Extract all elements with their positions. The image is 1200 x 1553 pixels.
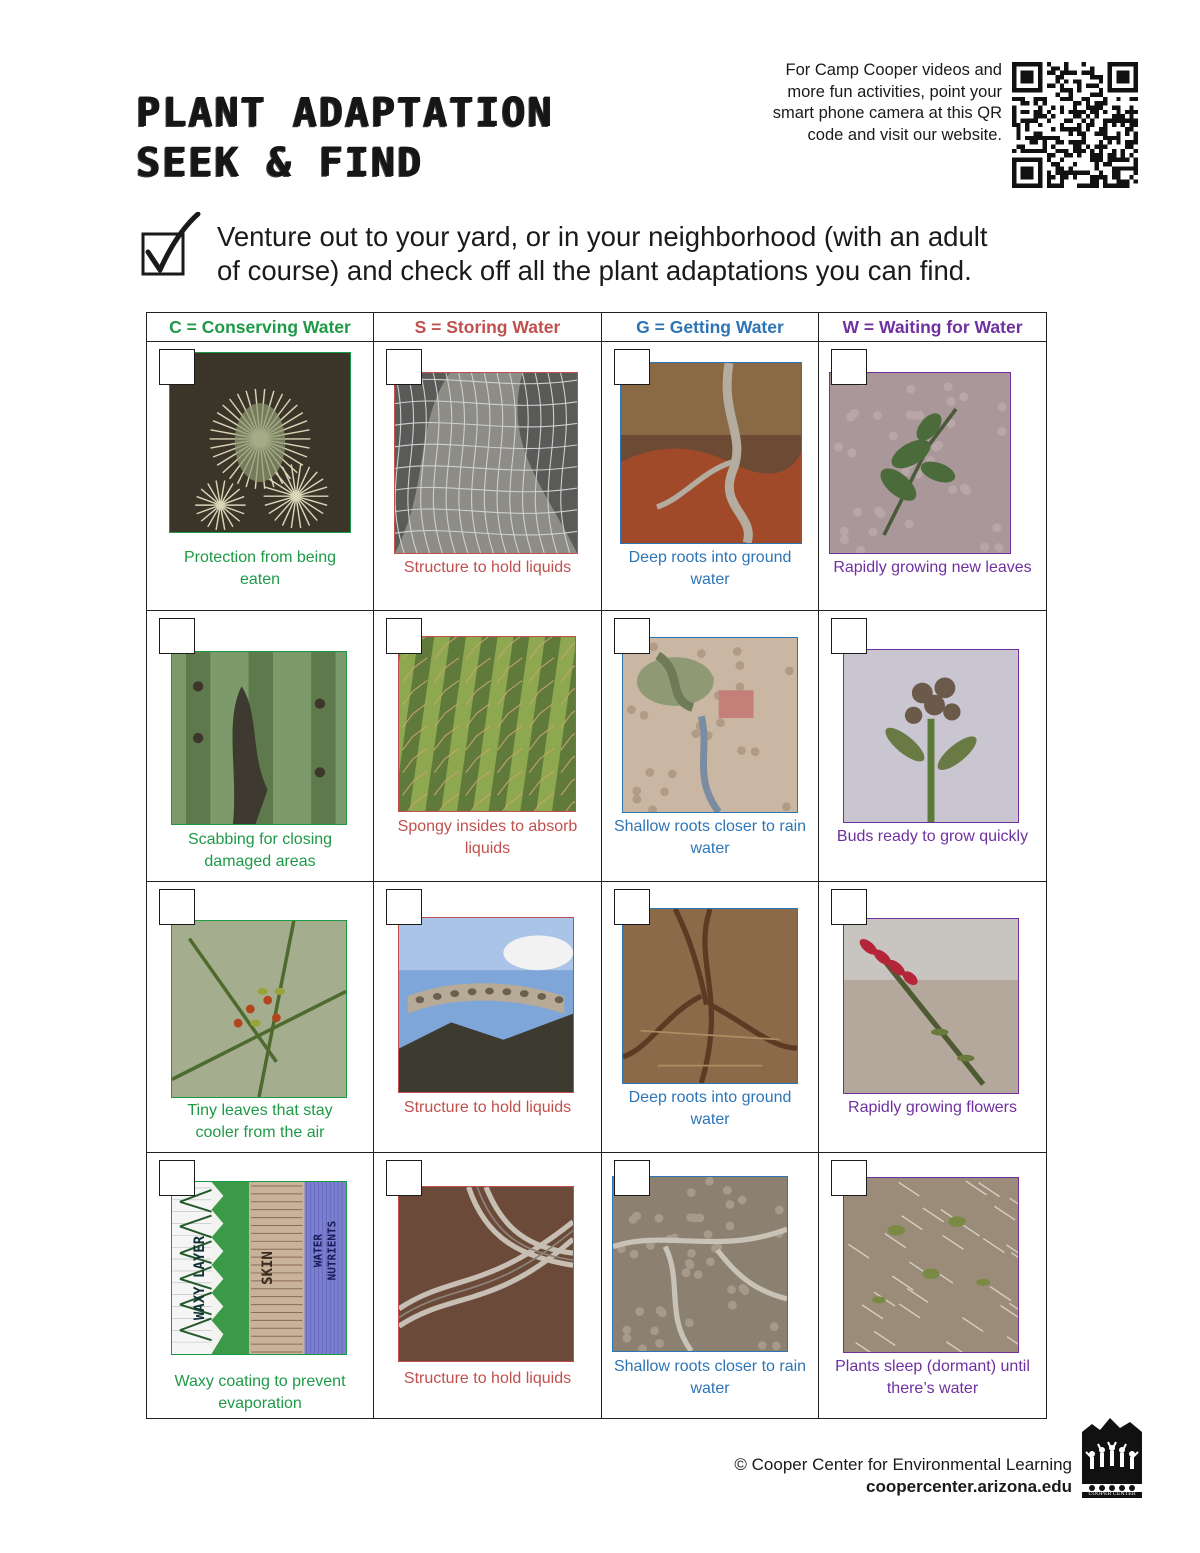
- adaptation-checkbox[interactable]: [386, 1160, 422, 1196]
- adaptation-cell: [819, 611, 1046, 881]
- caption-line: damaged areas: [204, 853, 316, 870]
- column-header-storing: S = Storing Water: [414, 317, 561, 337]
- caption-line: Structure to hold liquids: [403, 1099, 572, 1116]
- adaptation-cell: [819, 342, 1046, 610]
- adaptation-photo: [394, 372, 578, 554]
- adaptation-checkbox[interactable]: [386, 889, 422, 925]
- qr-instructions-line: For Camp Cooper videos and: [785, 61, 1002, 79]
- adaptation-photo: [843, 649, 1019, 823]
- adaptation-caption: [149, 1371, 371, 1415]
- adaptation-checkbox[interactable]: [614, 349, 650, 385]
- adaptation-caption: [149, 1100, 371, 1144]
- adaptation-photo: [171, 920, 347, 1098]
- logo-text: COOPER CENTER: [1088, 1491, 1136, 1497]
- adaptation-caption: [376, 557, 599, 579]
- diagram-label-nutrients: NUTRIENTS: [325, 1220, 339, 1281]
- adaptation-checkbox[interactable]: [614, 889, 650, 925]
- adaptation-photo: [612, 1176, 788, 1352]
- adaptation-cell: [602, 882, 818, 1152]
- copyright-text: © Cooper Center for Environmental Learning: [734, 1455, 1072, 1474]
- caption-line: Plants sleep (dormant) until: [835, 1358, 1030, 1375]
- adaptation-caption: [376, 816, 599, 860]
- adaptation-checkbox[interactable]: [831, 618, 867, 654]
- adaptation-checkbox[interactable]: [831, 1160, 867, 1196]
- column-header-conserving: C = Conserving Water: [169, 317, 351, 337]
- page-title: [136, 88, 553, 188]
- website-link[interactable]: coopercenter.arizona.edu: [866, 1477, 1072, 1496]
- intro-line-2: of course) and check off all the plant adaptations you can find.: [217, 255, 972, 286]
- adaptation-cell: [374, 1153, 601, 1419]
- adaptation-cell: [819, 1153, 1046, 1419]
- adaptation-checkbox[interactable]: [831, 889, 867, 925]
- adaptation-caption: [376, 1368, 599, 1390]
- adaptation-checkbox[interactable]: [614, 1160, 650, 1196]
- adaptation-caption: [376, 1097, 599, 1119]
- adaptation-caption: [604, 816, 816, 860]
- title-line-1: PLANT ADAPTATION: [136, 90, 554, 136]
- caption-line: Buds ready to grow quickly: [836, 828, 1029, 845]
- caption-line: water: [690, 571, 730, 588]
- qr-instructions-line: code and visit our website.: [807, 125, 1002, 144]
- adaptation-caption: [821, 557, 1044, 579]
- adaptation-photo: [843, 918, 1019, 1094]
- adaptation-photo: [398, 1186, 574, 1362]
- caption-line: Scabbing for closing: [187, 831, 333, 848]
- caption-line: Deep roots into ground: [628, 1089, 792, 1106]
- caption-line: water: [690, 1380, 730, 1397]
- adaptation-caption: [604, 1356, 816, 1400]
- adaptation-caption: [604, 547, 816, 591]
- adaptation-cell: [147, 611, 373, 881]
- adaptation-cell: [147, 342, 373, 610]
- caption-line: Structure to hold liquids: [403, 1370, 572, 1387]
- adaptation-checkbox[interactable]: [386, 349, 422, 385]
- adaptation-cell: [602, 611, 818, 881]
- adaptation-cell: [374, 611, 601, 881]
- diagram-label-waxy: WAXY LAYER: [192, 1235, 208, 1321]
- adaptation-cell: [147, 1153, 373, 1419]
- adaptation-photo: [398, 917, 574, 1093]
- adaptation-cell: [602, 1153, 818, 1419]
- caption-line: Rapidly growing flowers: [848, 1099, 1017, 1116]
- qr-instructions: [720, 60, 1002, 146]
- diagram-label-skin: SKIN: [260, 1251, 276, 1285]
- caption-line: liquids: [464, 840, 511, 857]
- adaptation-checkbox[interactable]: [159, 349, 195, 385]
- adaptation-photo: [622, 637, 798, 813]
- column-header-waiting: W = Waiting for Water: [842, 317, 1023, 337]
- adaptation-checkbox[interactable]: [614, 618, 650, 654]
- adaptation-photo: [171, 651, 347, 825]
- adaptation-cell: [374, 882, 601, 1152]
- adaptation-photo: [622, 908, 798, 1084]
- caption-line: Spongy insides to absorb: [397, 818, 578, 835]
- adaptation-checkbox[interactable]: [159, 889, 195, 925]
- adaptation-checkbox[interactable]: [159, 1160, 195, 1196]
- adaptation-photo: [169, 352, 351, 533]
- qr-instructions-line: more fun activities, point your: [787, 82, 1002, 101]
- adaptation-photo: [171, 1181, 347, 1355]
- adaptation-cell: [147, 882, 373, 1152]
- caption-line: Deep roots into ground: [628, 549, 792, 566]
- caption-line: Shallow roots closer to rain: [613, 1358, 807, 1375]
- qr-code-icon[interactable]: [1012, 62, 1138, 188]
- caption-line: Tiny leaves that stay: [187, 1102, 333, 1119]
- caption-line: eaten: [239, 571, 281, 588]
- caption-line: there’s water: [886, 1380, 979, 1397]
- caption-line: Protection from being: [183, 549, 337, 566]
- adaptation-photo: [620, 362, 802, 544]
- caption-line: Shallow roots closer to rain: [613, 818, 807, 835]
- adaptation-checkbox[interactable]: [159, 618, 195, 654]
- adaptation-grid: [146, 312, 1047, 1419]
- caption-line: Structure to hold liquids: [403, 559, 572, 576]
- caption-line: cooler from the air: [195, 1124, 325, 1141]
- adaptation-cell: [819, 882, 1046, 1152]
- adaptation-photo: [829, 372, 1011, 554]
- qr-instructions-line: smart phone camera at this QR: [772, 104, 1002, 122]
- adaptation-caption: [821, 1097, 1044, 1119]
- adaptation-cell: [374, 342, 601, 610]
- cooper-center-logo-icon: [1080, 1414, 1144, 1498]
- adaptation-caption: [149, 829, 371, 873]
- adaptation-caption: [604, 1087, 816, 1131]
- intro-line-1: Venture out to your yard, or in your neighborhood (with an adult: [217, 221, 988, 252]
- adaptation-checkbox[interactable]: [831, 349, 867, 385]
- caption-line: Waxy coating to prevent: [174, 1373, 346, 1390]
- adaptation-cell: [602, 342, 818, 610]
- adaptation-caption: [821, 1356, 1044, 1400]
- column-header-getting: G = Getting Water: [636, 317, 784, 337]
- footer: [734, 1454, 1072, 1498]
- adaptation-checkbox[interactable]: [386, 618, 422, 654]
- diagram-label-water: WATER: [311, 1233, 325, 1268]
- caption-line: Rapidly growing new leaves: [833, 559, 1032, 576]
- checkmark-icon: [140, 212, 202, 278]
- adaptation-caption: [821, 826, 1044, 848]
- caption-line: water: [690, 1111, 730, 1128]
- adaptation-photo: [843, 1177, 1019, 1353]
- adaptation-caption: [149, 547, 371, 591]
- caption-line: water: [690, 840, 730, 857]
- caption-line: evaporation: [218, 1395, 302, 1412]
- title-line-2: SEEK & FIND: [136, 140, 423, 186]
- adaptation-photo: [398, 636, 576, 812]
- intro-text: [217, 220, 1077, 288]
